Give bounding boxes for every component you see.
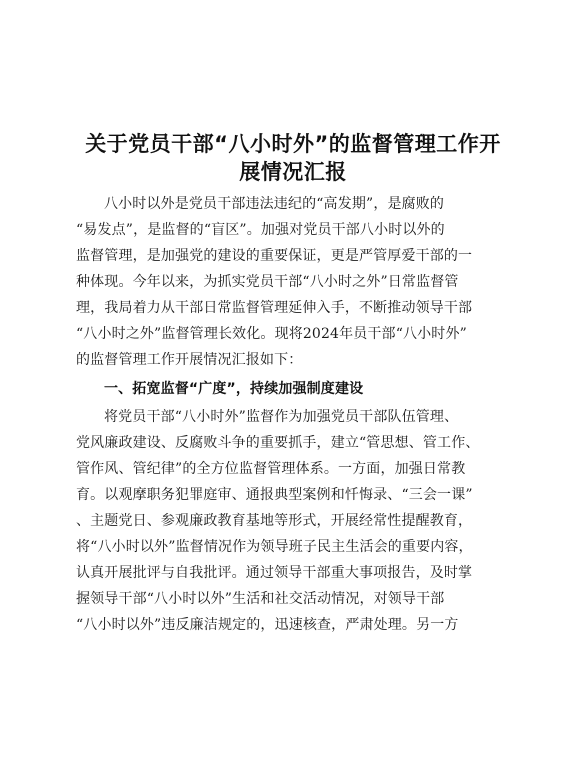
paragraph-1-line-2: “易发点”，是监督的“盲区”。加强对党员干部八小时以外的 bbox=[76, 222, 445, 238]
paragraph-1-line-7: 的监督管理工作开展情况汇报如下： bbox=[76, 352, 303, 368]
paragraph-1-line-6: “八小时之外”监督管理长效化。现将2024年员干部“八小时外” bbox=[76, 326, 467, 342]
paragraph-1-line-1: 八小时以外是党员干部违法违纪的“高发期”，是腐败的 bbox=[104, 196, 445, 212]
paragraph-2-line-7: 认真开展批评与自我批评。通过领导干部重大事项报告，及时掌 bbox=[76, 565, 473, 581]
paragraph-2-line-8: 握领导干部“八小时以外”生活和社交活动情况，对领导干部 bbox=[76, 591, 445, 607]
paragraph-1-line-5: 理，我局着力从干部日常监督管理延伸入手，不断推动领导干部 bbox=[76, 300, 473, 316]
section-heading-1: 一、拓宽监督“广度”，持续加强制度建设 bbox=[104, 381, 364, 397]
paragraph-2-line-9: “八小时以外”违反廉洁规定的，迅速核查，严肃处理。另一方 bbox=[76, 617, 459, 633]
paragraph-2-line-4: 育。以观摩职务犯罪庭审、通报典型案例和忏悔录、“三会一课” bbox=[76, 487, 473, 503]
paragraph-2-line-3: 管作风、管纪律”的全方位监督管理体系。一方面，加强日常教 bbox=[76, 461, 466, 477]
paragraph-1-line-4: 种体现。今年以来，为抓实党员干部“八小时之外”日常监督管 bbox=[76, 274, 459, 290]
paragraph-2-line-6: 将“八小时以外”监督情况作为领导班子民主生活会的重要内容， bbox=[76, 539, 473, 555]
paragraph-2-line-5: 、主题党日、参观廉政教育基地等形式，开展经常性提醒教育， bbox=[76, 513, 473, 529]
document-title-line-1: 关于党员干部“八小时外”的监督管理工作开 bbox=[85, 132, 501, 156]
paragraph-2-line-2: 党风廉政建设、反腐败斗争的重要抓手，建立“管思想、管工作、 bbox=[76, 435, 480, 451]
document-title-line-2: 展情况汇报 bbox=[239, 160, 347, 184]
paragraph-2-line-1: 将党员干部“八小时外”监督作为加强党员干部队伍管理、 bbox=[104, 409, 459, 425]
paragraph-1-line-3: 监督管理，是加强党的建设的重要保证，更是严管厚爱干部的一 bbox=[76, 248, 473, 264]
